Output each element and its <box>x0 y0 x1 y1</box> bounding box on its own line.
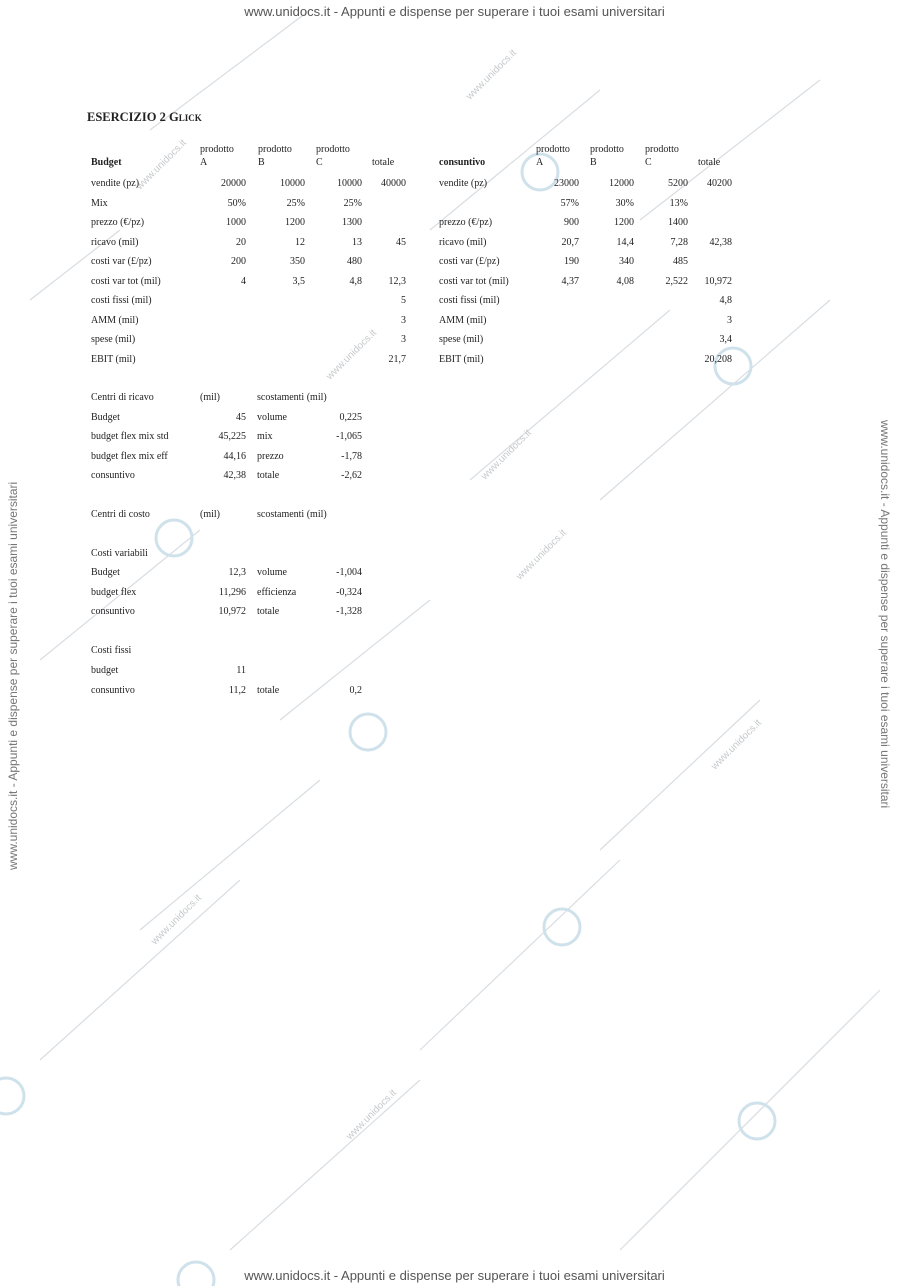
ricavo-row-label: budget flex mix eff <box>91 450 168 462</box>
costi-fissi-scostamento-label: totale <box>257 684 280 696</box>
costi-variabili-row-value: 10,972 <box>218 606 246 617</box>
budget-value-total: 21,7 <box>388 353 406 365</box>
consuntivo-table-title: consuntivo <box>439 157 486 168</box>
svg-text:www.unidocs.it: www.unidocs.it <box>134 137 189 193</box>
costi-variabili-title: Costi variabili <box>91 548 148 559</box>
budget-value-c: 13 <box>352 236 362 248</box>
consuntivo-value-total: 3 <box>727 314 732 326</box>
budget-table-title: Budget <box>91 157 122 168</box>
consuntivo-header-b: B <box>590 157 597 168</box>
consuntivo-value-a: 20,7 <box>561 236 579 248</box>
consuntivo-header-a: prodotto <box>536 144 570 155</box>
budget-row-label: costi var tot (mil) <box>91 275 161 287</box>
title-text: ESERCIZIO 2 <box>87 110 169 124</box>
watermark-header[interactable]: www.unidocs.it - Appunti e dispense per superare i tuoi esami universitari <box>244 4 665 19</box>
consuntivo-row-label: vendite (pz) <box>439 178 488 189</box>
consuntivo-value-a: 23000 <box>554 178 579 189</box>
ricavo-scostamento-label: totale <box>257 470 280 481</box>
budget-value-total: 5 <box>401 295 406 306</box>
budget-value-total: 3 <box>401 334 406 345</box>
budget-row-label: costi fissi (mil) <box>91 295 152 306</box>
budget-row-label: AMM (mil) <box>91 314 139 326</box>
watermark-side-right: www.unidocs.it - Appunti e dispense per superare i tuoi esami universitari <box>878 420 892 809</box>
budget-header-total: totale <box>372 157 395 168</box>
budget-row-label: Mix <box>91 197 108 209</box>
costi-variabili-scostamento-value: -0,324 <box>336 586 362 598</box>
budget-value-c: 4,8 <box>349 275 362 287</box>
costi-variabili-row-value: 12,3 <box>228 567 246 578</box>
budget-value-c: 1300 <box>342 217 362 228</box>
ricavo-row-value: 42,38 <box>223 470 246 481</box>
exercise-title <box>87 110 202 125</box>
budget-header-b: B <box>258 157 265 168</box>
consuntivo-value-a: 4,37 <box>561 275 579 287</box>
consuntivo-header-total: totale <box>698 157 721 168</box>
costi-fissi-row-value: 11 <box>236 665 246 676</box>
budget-value-a: 200 <box>231 256 246 267</box>
consuntivo-row-label: costi fissi (mil) <box>439 295 500 306</box>
ricavo-scostamento-label: prezzo <box>257 450 284 462</box>
ricavo-scostamento-value: -1,78 <box>341 450 362 462</box>
budget-value-total: 40000 <box>381 178 406 189</box>
consuntivo-value-c: 485 <box>673 256 688 267</box>
costi-fissi-row-value: 11,2 <box>228 684 246 696</box>
costi-fissi-row-label: budget <box>91 665 119 676</box>
consuntivo-value-b: 1200 <box>614 217 634 228</box>
consuntivo-row-label: spese (mil) <box>439 334 484 345</box>
consuntivo-value-a: 57% <box>560 197 579 209</box>
budget-value-b: 3,5 <box>292 275 305 287</box>
consuntivo-value-b: 4,08 <box>616 275 634 287</box>
consuntivo-row-label: AMM (mil) <box>439 314 487 326</box>
budget-value-c: 480 <box>347 256 362 267</box>
costo-header-label: Centri di costo <box>91 509 150 520</box>
budget-value-b: 25% <box>286 197 305 209</box>
budget-value-b: 350 <box>290 256 305 267</box>
watermark-footer[interactable]: www.unidocs.it - Appunti e dispense per superare i tuoi esami universitari <box>244 1268 665 1283</box>
ricavo-row-value: 45 <box>236 411 246 423</box>
budget-value-total: 3 <box>401 314 406 326</box>
costi-variabili-row-label: Budget <box>91 567 120 578</box>
costi-variabili-scostamento-label: totale <box>257 606 280 617</box>
budget-value-a: 50% <box>227 197 246 209</box>
consuntivo-row-label: costi var (£/pz) <box>439 256 500 267</box>
consuntivo-value-b: 12000 <box>609 178 634 189</box>
title-name: Glick <box>168 110 202 124</box>
costi-fissi-title: Costi fissi <box>91 645 132 656</box>
consuntivo-value-total: 10,972 <box>704 275 732 287</box>
costo-header-unit: (mil) <box>200 509 220 520</box>
budget-value-a: 4 <box>241 275 246 287</box>
svg-text:www.unidocs.it: www.unidocs.it <box>344 1087 399 1143</box>
consuntivo-value-total: 40200 <box>707 178 732 189</box>
budget-value-c: 25% <box>343 197 362 209</box>
budget-row-label: EBIT (mil) <box>91 353 136 365</box>
svg-text:www.unidocs.it: www.unidocs.it <box>324 327 379 383</box>
consuntivo-value-c: 1400 <box>668 217 688 228</box>
budget-row-label: costi var (£/pz) <box>91 256 152 267</box>
budget-value-total: 45 <box>396 236 406 248</box>
ricavo-row-label: consuntivo <box>91 470 135 481</box>
costi-variabili-scostamento-value: -1,328 <box>336 606 362 617</box>
costi-variabili-row-label: budget flex <box>91 586 137 598</box>
consuntivo-value-c: 2,522 <box>665 275 688 287</box>
costo-header-scostamenti: scostamenti (mil) <box>257 509 327 520</box>
costi-variabili-row-value: 11,296 <box>218 586 246 598</box>
budget-header-a: A <box>200 157 208 168</box>
budget-value-b: 1200 <box>285 217 305 228</box>
consuntivo-value-total: 20,208 <box>704 353 732 365</box>
ricavo-scostamento-value: -1,065 <box>336 431 362 442</box>
consuntivo-value-b: 14,4 <box>616 236 634 248</box>
budget-value-c: 10000 <box>337 178 362 189</box>
budget-header-a: prodotto <box>200 144 234 155</box>
consuntivo-value-b: 340 <box>619 256 634 267</box>
consuntivo-value-a: 190 <box>564 256 579 267</box>
ricavo-row-label: Budget <box>91 411 120 423</box>
costi-fissi-row-label: consuntivo <box>91 684 135 696</box>
consuntivo-value-b: 30% <box>615 197 634 209</box>
svg-text:www.unidocs.it: www.unidocs.it <box>149 892 204 948</box>
consuntivo-value-total: 4,8 <box>719 295 732 306</box>
budget-value-a: 20000 <box>221 178 246 189</box>
ricavo-row-value: 44,16 <box>223 450 246 462</box>
consuntivo-header-c: prodotto <box>645 144 679 155</box>
ricavo-scostamento-label: volume <box>257 411 287 423</box>
consuntivo-header-a: A <box>536 157 544 168</box>
consuntivo-header-c: C <box>645 157 652 168</box>
costi-variabili-scostamento-label: volume <box>257 567 287 578</box>
costi-fissi-scostamento-value: 0,2 <box>349 684 362 696</box>
budget-value-a: 1000 <box>226 217 246 228</box>
consuntivo-value-c: 7,28 <box>670 236 688 248</box>
svg-text:www.unidocs.it: www.unidocs.it <box>514 527 569 583</box>
consuntivo-value-total: 42,38 <box>709 236 732 248</box>
costi-variabili-row-label: consuntivo <box>91 606 135 617</box>
consuntivo-row-label: ricavo (mil) <box>439 236 487 248</box>
ricavo-row-value: 45,225 <box>218 431 246 442</box>
budget-header-c: C <box>316 157 323 168</box>
consuntivo-value-a: 900 <box>564 217 579 228</box>
ricavo-scostamento-value: 0,225 <box>339 411 362 423</box>
consuntivo-value-c: 13% <box>669 197 688 209</box>
consuntivo-row-label: costi var tot (mil) <box>439 275 509 287</box>
consuntivo-header-b: prodotto <box>590 144 624 155</box>
budget-header-b: prodotto <box>258 144 292 155</box>
watermark-side-left: www.unidocs.it - Appunti e dispense per superare i tuoi esami universitari <box>6 481 20 870</box>
consuntivo-value-total: 3,4 <box>719 334 732 345</box>
budget-value-a: 20 <box>236 236 246 248</box>
ricavo-header-scostamenti: scostamenti (mil) <box>257 392 327 403</box>
ricavo-row-label: budget flex mix std <box>91 431 169 442</box>
svg-text:www.unidocs.it: www.unidocs.it <box>709 717 764 773</box>
budget-row-label: vendite (pz) <box>91 178 140 189</box>
budget-row-label: spese (mil) <box>91 334 136 345</box>
ricavo-scostamento-label: mix <box>257 431 273 442</box>
budget-header-c: prodotto <box>316 144 350 155</box>
budget-row-label: prezzo (€/pz) <box>91 217 145 228</box>
budget-row-label: ricavo (mil) <box>91 236 139 248</box>
svg-text:www.unidocs.it: www.unidocs.it <box>464 47 519 103</box>
svg-text:www.unidocs.it: www.unidocs.it <box>479 427 534 483</box>
ricavo-header-unit: (mil) <box>200 392 220 403</box>
consuntivo-row-label: EBIT (mil) <box>439 353 484 365</box>
consuntivo-value-c: 5200 <box>668 178 688 189</box>
budget-value-total: 12,3 <box>388 275 406 287</box>
consuntivo-row-label: prezzo (€/pz) <box>439 217 493 228</box>
budget-value-b: 12 <box>295 236 305 248</box>
costi-variabili-scostamento-label: efficienza <box>257 586 297 598</box>
ricavo-header-label: Centri di ricavo <box>91 392 154 403</box>
costi-variabili-scostamento-value: -1,004 <box>336 567 362 578</box>
ricavo-scostamento-value: -2,62 <box>341 470 362 481</box>
budget-value-b: 10000 <box>280 178 305 189</box>
